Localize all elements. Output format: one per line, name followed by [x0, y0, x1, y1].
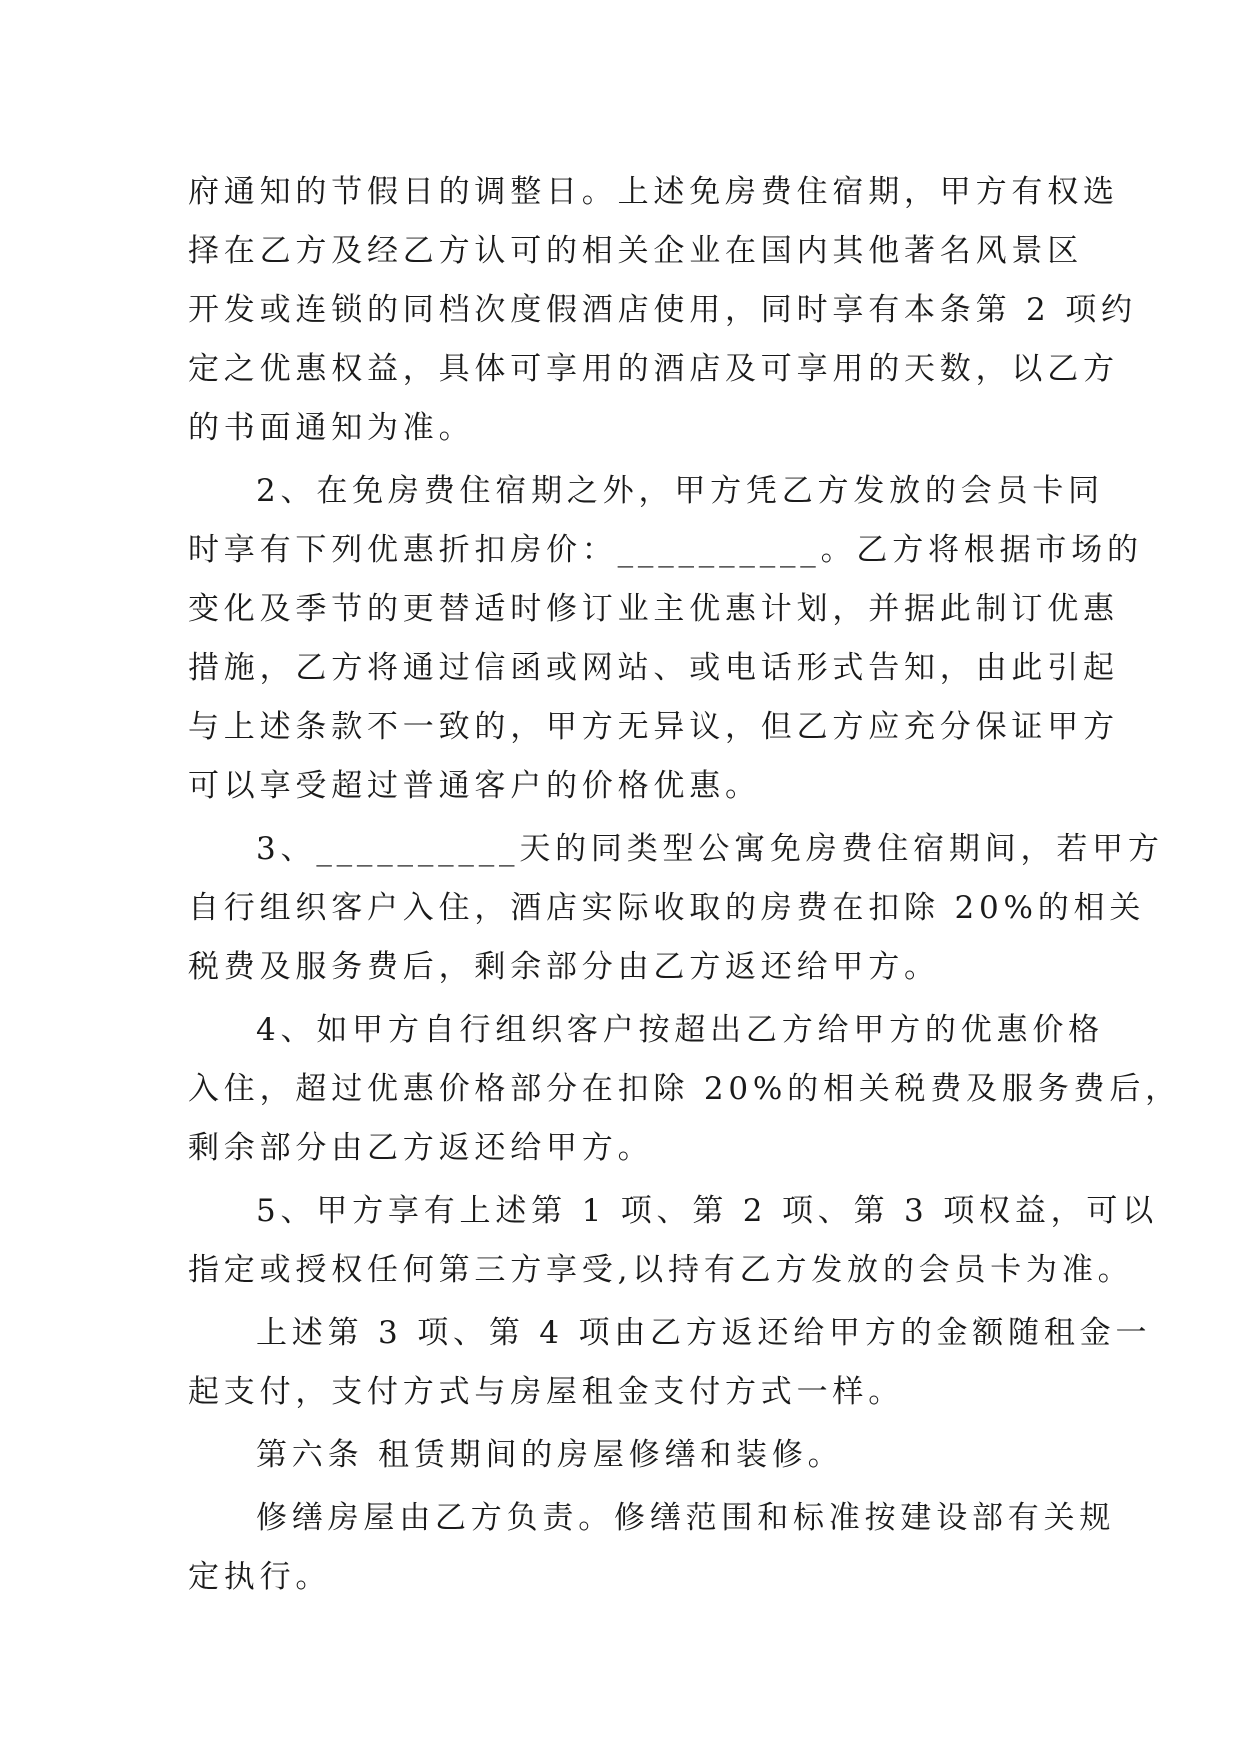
document-page [188, 163, 1181, 1607]
paragraph-item-4 [188, 1001, 1181, 1178]
text-line: 第六条 租赁期间的房屋修缮和装修。 [256, 1437, 844, 1473]
text-line: 开发或连锁的同档次度假酒店使用，同时享有本条第 2 项约 [188, 292, 1137, 328]
paragraph-item-5 [188, 1182, 1159, 1300]
text-line: 指定或授权任何第三方享受,以持有乙方发放的会员卡为准。 [188, 1252, 1134, 1288]
paragraph-item-3 [188, 820, 1164, 997]
text-line: 与上述条款不一致的，甲方无异议，但乙方应充分保证甲方 [188, 709, 1119, 745]
text-line: 税费及服务费后，剩余部分由乙方返还给甲方。 [188, 949, 940, 985]
text-line: 剩余部分由乙方返还给甲方。 [188, 1130, 654, 1166]
text-line: 上述第 3 项、第 4 项由乙方返还给甲方的金额随租金一 [256, 1315, 1152, 1351]
text-line: 定执行。 [188, 1559, 332, 1595]
paragraph-refund-payment [188, 1304, 1152, 1422]
text-line: 2、在免房费住宿期之外，甲方凭乙方发放的会员卡同 [256, 473, 1104, 509]
text-line: 择在乙方及经乙方认可的相关企业在国内其他著名风景区 [188, 233, 1083, 269]
text-line: 可以享受超过普通客户的价格优惠。 [188, 768, 761, 804]
text-line: 府通知的节假日的调整日。上述免房费住宿期，甲方有权选 [188, 174, 1119, 210]
text-line: 变化及季节的更替适时修订业主优惠计划，并据此制订优惠 [188, 591, 1119, 627]
text-line: 入住，超过优惠价格部分在扣除 20%的相关税费及服务费后， [188, 1071, 1181, 1107]
text-line: 自行组织客户入住，酒店实际收取的房费在扣除 20%的相关 [188, 890, 1146, 926]
paragraph-repair-responsibility [188, 1489, 1116, 1607]
text-line: 的书面通知为准。 [188, 410, 475, 446]
text-line: 5、甲方享有上述第 1 项、第 2 项、第 3 项权益，可以 [256, 1193, 1159, 1229]
text-line: 定之优惠权益，具体可享用的酒店及可享用的天数，以乙方 [188, 351, 1119, 387]
paragraph-item-2 [188, 462, 1143, 816]
text-line: 时享有下列优惠折扣房价：__________。乙方将根据市场的 [188, 532, 1143, 568]
text-line: 起支付，支付方式与房屋租金支付方式一样。 [188, 1374, 904, 1410]
text-line: 3、__________天的同类型公寓免房费住宿期间，若甲方 [256, 831, 1164, 867]
text-line: 措施，乙方将通过信函或网站、或电话形式告知，由此引起 [188, 650, 1119, 686]
paragraph-holiday-adjustment [188, 163, 1137, 458]
text-line: 修缮房屋由乙方负责。修缮范围和标准按建设部有关规 [256, 1500, 1116, 1536]
text-line: 4、如甲方自行组织客户按超出乙方给甲方的优惠价格 [256, 1012, 1104, 1048]
section-heading-article-6 [188, 1426, 1054, 1485]
